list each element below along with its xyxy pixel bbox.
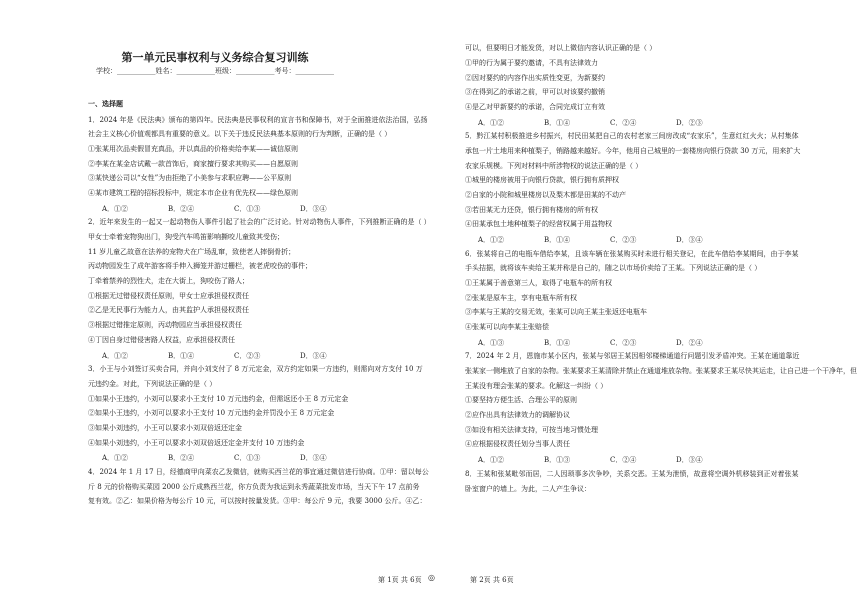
text-line: ③在得到乙的承诺之前，甲可以对该要约撤销 (465, 88, 605, 96)
choice-c: C．②④ (610, 119, 637, 127)
text-line: 社会主义核心价值观都具有重要的意义。以下关于违反民法典基本原则的行为判断，正确的是（ ） (88, 130, 392, 138)
document-title: 第一单元民事权利与义务综合复习训练 (121, 51, 309, 64)
choice-c: C．①③ (234, 454, 261, 462)
text-line: ④田某承包土地种植梨子的经营权属于用益物权 (465, 220, 612, 228)
text-line: 承包一片土地用来种植梨子，销路越来越好。今年，他用自己城里的一套楼房向银行贷款 30 万元，用来扩大 (465, 147, 801, 155)
text-line: 6．张某将自己的电瓶车借给李某，且该车辆在张某购买时未进行相关登记，在此车借给李某期间，由于李某 (465, 250, 799, 258)
text-line: ①如果小王违约，小刘可以要求小王支付 10 万元违约金，但需返还小王 8 万元定金 (88, 395, 349, 403)
text-line: ①王某属于善意第三人，取得了电瓶车的所有权 (465, 279, 612, 287)
text-line: 3．小王与小刘签订买卖合同，并向小刘支付了 8 万元定金，双方约定如果一方违约，则需向对方支付 10 万 (88, 365, 423, 373)
text-line: ②乙是无民事行为能力人，由其监护人承担侵权责任 (88, 306, 249, 314)
text-line: ①甲的行为属于要约邀请，不具有法律效力 (465, 59, 598, 67)
text-line: 可以，但要明日才能发货，对以上微信内容认识正确的是（ ） (465, 44, 657, 52)
choice-a: A．①② (102, 205, 129, 213)
text-line: 农家乐规模。下列对材料中所涉物权的说法正确的是（ ） (465, 162, 643, 170)
text-line: 斤 8 元的价格购买菜园 2000 公斤成熟西兰花，你方负责为我运到永秀蔬菜批发市场，当天下午 17 点前务 (88, 483, 420, 491)
text-line: ④某市建筑工程的招标投标中，规定本市企业有优先权——绿色原则 (88, 189, 298, 197)
choice-a: A．①② (478, 236, 505, 244)
text-line: ③若田某无力还贷，银行拥有楼房的所有权 (465, 206, 598, 214)
text-line: ④应根据侵权责任划分当事人责任 (465, 440, 570, 448)
text-line: 丙动物园发生了成年游客将手伸入狮笼并游过栅栏，被老虎咬伤的事件； (88, 262, 312, 270)
choice-c: C．①③ (234, 205, 261, 213)
text-line: ④是乙对甲新要约的承诺，合同完成订立有效 (465, 103, 605, 111)
text-line: 1．2024 年是《民法典》颁布的第四年。民法典是民事权利的宣言书和保障书，对于全面推进依法治国，弘扬 (88, 116, 428, 124)
text-line: 元违约金。对此，下列说法正确的是（ ） (88, 380, 217, 388)
choice-c: C．②③ (234, 352, 261, 360)
text-line: ①城里的楼房被用于向银行贷款，银行拥有质押权 (465, 176, 619, 184)
choice-d: D．②④ (676, 339, 703, 347)
choice-b: B．①④ (168, 352, 195, 360)
choice-a: A．①② (102, 454, 129, 462)
choice-b: B．①④ (544, 119, 571, 127)
choice-d: D．③④ (676, 456, 703, 464)
page-number-left: 第 1页 共 6页 (378, 576, 422, 584)
text-line: ②张某是原车主，享有电瓶车所有权 (465, 294, 577, 302)
choice-d: D．②③ (676, 119, 703, 127)
text-line: 丁牵着禁养的烈性犬，走在大街上，狗咬伤了路人； (88, 277, 249, 285)
text-line: 2．近年来发生的一起又一起动物伤人事件引起了社会的广泛讨论。针对动物伤人事件，下列推断正确的是（ ） (88, 218, 431, 226)
text-line: ②李某在某金店试戴一款首饰后，商家擅行要求其购买——自愿原则 (88, 160, 298, 168)
text-line: 4．2024 年 1 月 17 日，经德商甲向菜农乙发微信，就购买西兰花的事宜通过微信进行协商。①甲：留以每公 (88, 468, 429, 476)
text-line: ②自家的小院和城里楼房以及梨木都是田某的不动产 (465, 191, 626, 199)
choice-b: B．①④ (544, 236, 571, 244)
choice-a: A．①② (478, 119, 505, 127)
text-line: ②因对要约的内容作出实质性变更，为新要约 (465, 74, 605, 82)
text-line: 8．王某和张某毗邻而居，二人因琐事多次争吵，关系交恶。王某为泄愤，故意将空调外机移装到正对着张某 (465, 470, 799, 478)
text-line: 11 岁儿童乙故意在法养的宠物犬在广场乱窜，致使老人摔倒骨折； (88, 248, 296, 256)
student-info-line: 学校：___________姓名：___________班级：___________考号：___________ (96, 67, 334, 75)
text-line: ②应作出具有法律效力的调解协议 (465, 411, 570, 419)
choice-d: D．③④ (676, 236, 703, 244)
text-line: ③某快递公司以“女性”为由拒绝了小美参与求职应聘——公平原则 (88, 174, 292, 182)
choice-a: A．①② (478, 456, 505, 464)
choice-d: D．③④ (300, 352, 327, 360)
choice-d: D．③④ (300, 454, 327, 462)
text-line: ①要坚持方便生活、合理公平的原则 (465, 396, 577, 404)
text-line: 卧室窗户的墙上。为此，二人产生争议： (465, 485, 591, 493)
choice-b: B．①③ (544, 456, 571, 464)
choice-c: C．②③ (610, 339, 637, 347)
text-line: ③李某与王某的交易无效，张某可以向王某主张返还电瓶车 (465, 308, 647, 316)
text-line: ④如果小刘违约，小王可以要求小刘双倍返还定金并支付 10 万违约金 (88, 439, 305, 447)
text-line: 7．2024 年 2 月，恩施市某小区内，张某与邻居王某因相邻楼梯通道行问题引发矛盾冲突。王某在通道靠近 (465, 352, 800, 360)
text-line: 复有效。②乙：如果价格为每公斤 10 元，可以按时按量发货。③甲：每公斤 9 元，我要 3000 公斤。④乙： (88, 497, 427, 505)
text-line: ③如果小刘违约，小王可以要求小刘双倍返还定金 (88, 424, 242, 432)
text-line: ③根据过错推定原则，丙动物园应当承担侵权责任 (88, 321, 242, 329)
text-line: ②如果小王违约，小刘可以要求小王支付 10 万元违约金并罚没小王 8 万元定金 (88, 409, 335, 417)
section-heading: 一、选择题 (88, 99, 123, 108)
text-line: 王某没有理会张某的要求。化解这一纠纷（ ） (465, 382, 608, 390)
choice-a: A．①② (102, 352, 129, 360)
text-line: 手头拮据，就将该车卖给王某并称是自己的，随之以市场价卖给了王某。下列说法正确的是（ ） (465, 264, 762, 272)
page-separator-mark: ◎ (428, 573, 435, 582)
choice-a: A．①③ (478, 339, 505, 347)
choice-d: D．③④ (300, 205, 327, 213)
text-line: 张某家一侧堆放了自家的杂物。张某要求王某清除并禁止在通道堆放杂物。张某要求王某尽快其运走，让自己进一个干净年，但 (465, 367, 857, 375)
text-line: ①张某用次品卖假冒充真品，并以真品的价格卖给李某——诚信原则 (88, 145, 298, 153)
choice-b: B．②④ (168, 454, 195, 462)
text-line: 5．黔江某村积极推进乡村振兴，村民田某把自己的农村老家三间房改成“农家乐”，生意红红火火；从村集体 (465, 132, 799, 140)
text-line: ③如没有相关法律支持，可按当地习惯处理 (465, 426, 598, 434)
page-right (430, 0, 860, 608)
text-line: ④张某可以向李某主张赔偿 (465, 323, 549, 331)
choice-b: B．②④ (168, 205, 195, 213)
text-line: 甲女士牵着宠物狗出门，狗受汽车鸣笛影响撕咬儿童致其受伤； (88, 233, 284, 241)
page-number-right: 第 2页 共 6页 (470, 576, 514, 584)
choice-b: B．①④ (544, 339, 571, 347)
text-line: ①根据无过错侵权责任原则，甲女士应承担侵权责任 (88, 292, 249, 300)
choice-c: C．②③ (610, 236, 637, 244)
text-line: ④丁因自身过错侵害路人权益，应承担侵权责任 (88, 336, 235, 344)
choice-c: C．②④ (610, 456, 637, 464)
